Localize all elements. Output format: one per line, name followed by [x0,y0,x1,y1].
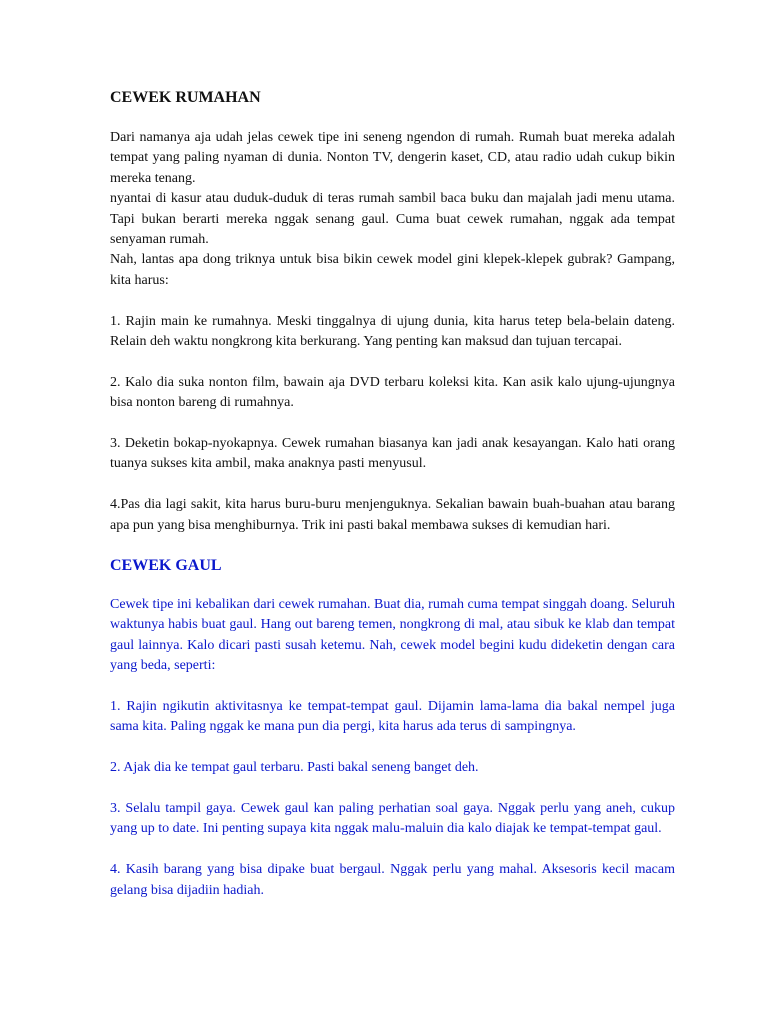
spacer [110,738,675,758]
spacer [110,414,675,434]
intro-paragraph: Cewek tipe ini kebalikan dari cewek rumahan. Buat dia, rumah cuma tempat singgah doang. Seluruh waktunya habis buat gaul. Hang out bareng temen, nongkrong di mal, atau sibuk ke klab dan tempat gaul lainnya. Kalo dicari pasti susah ketemu. Nah, cewek model begini kudu dideketin dengan cara yang beda, seperti: [110,597,675,674]
spacer [110,352,675,372]
spacer [110,475,675,495]
section-cewek-rumahan [110,88,675,536]
list-item-3: 3. Selalu tampil gaya. Cewek gaul kan paling perhatian soal gaya. Nggak perlu yang aneh, cukup yang up to date. Ini penting supaya kita nggak malu-maluin dia kalo diajak ke tempat-tempat gaul. [110,801,675,837]
list-item-4: 4. Kasih barang yang bisa dipake buat bergaul. Nggak perlu yang mahal. Aksesoris kecil macam gelang bisa dijadiin hadiah. [110,862,675,898]
spacer [110,779,675,799]
document-page [110,88,675,901]
intro-paragraph-1: Dari namanya aja udah jelas cewek tipe ini seneng ngendon di rumah. Rumah buat mereka adalah tempat yang paling nyaman di dunia. Nonton TV, dengerin kaset, CD, atau radio udah cukup bikin mereka tenang. [110,130,675,186]
spacer [110,291,675,311]
spacer [110,840,675,860]
intro-paragraph-3: Nah, lantas apa dong triknya untuk bisa bikin cewek model gini klepek-klepek gubrak? Gampang, kita harus: [110,252,675,288]
list-item-1: 1. Rajin main ke rumahnya. Meski tinggalnya di ujung dunia, kita harus tetep bela-belain dateng. Relain deh waktu nongkrong kita berkurang. Yang penting kan maksud dan tujuan tercapai. [110,313,675,350]
list-item-3: 3. Deketin bokap-nyokapnya. Cewek rumahan biasanya kan jadi anak kesayangan. Kalo hati orang tuanya sukses kita ambil, maka anaknya pasti menyusul. [110,436,675,472]
spacer [110,677,675,697]
section-spacer [110,536,675,556]
section-cewek-gaul [110,556,675,901]
list-item-2: 2. Kalo dia suka nonton film, bawain aja DVD terbaru koleksi kita. Kan asik kalo ujung-ujungnya bisa nonton bareng di rumahnya. [110,374,675,411]
list-item-4: 4.Pas dia lagi sakit, kita harus buru-buru menjenguknya. Sekalian bawain buah-buahan atau barang apa pun yang bisa menghiburnya. Trik ini pasti bakal membawa sukses di kemudian hari. [110,497,675,533]
list-item-1: 1. Rajin ngikutin aktivitasnya ke tempat-tempat gaul. Dijamin lama-lama dia bakal nempel juga sama kita. Paling nggak ke mana pun dia pergi, kita harus ada terus di sampingnya. [110,699,675,735]
section-title-cewek-gaul: CEWEK GAUL [110,557,222,575]
list-item-2: 2. Ajak dia ke tempat gaul terbaru. Pasti bakal seneng banget deh. [110,760,479,776]
intro-paragraph-2: nyantai di kasur atau duduk-duduk di teras rumah sambil baca buku dan majalah jadi menu utama. Tapi bukan berarti mereka nggak senang gaul. Cuma buat cewek rumahan, nggak ada tempat senyaman rumah. [110,191,675,248]
section-title-cewek-rumahan: CEWEK RUMAHAN [110,89,261,106]
